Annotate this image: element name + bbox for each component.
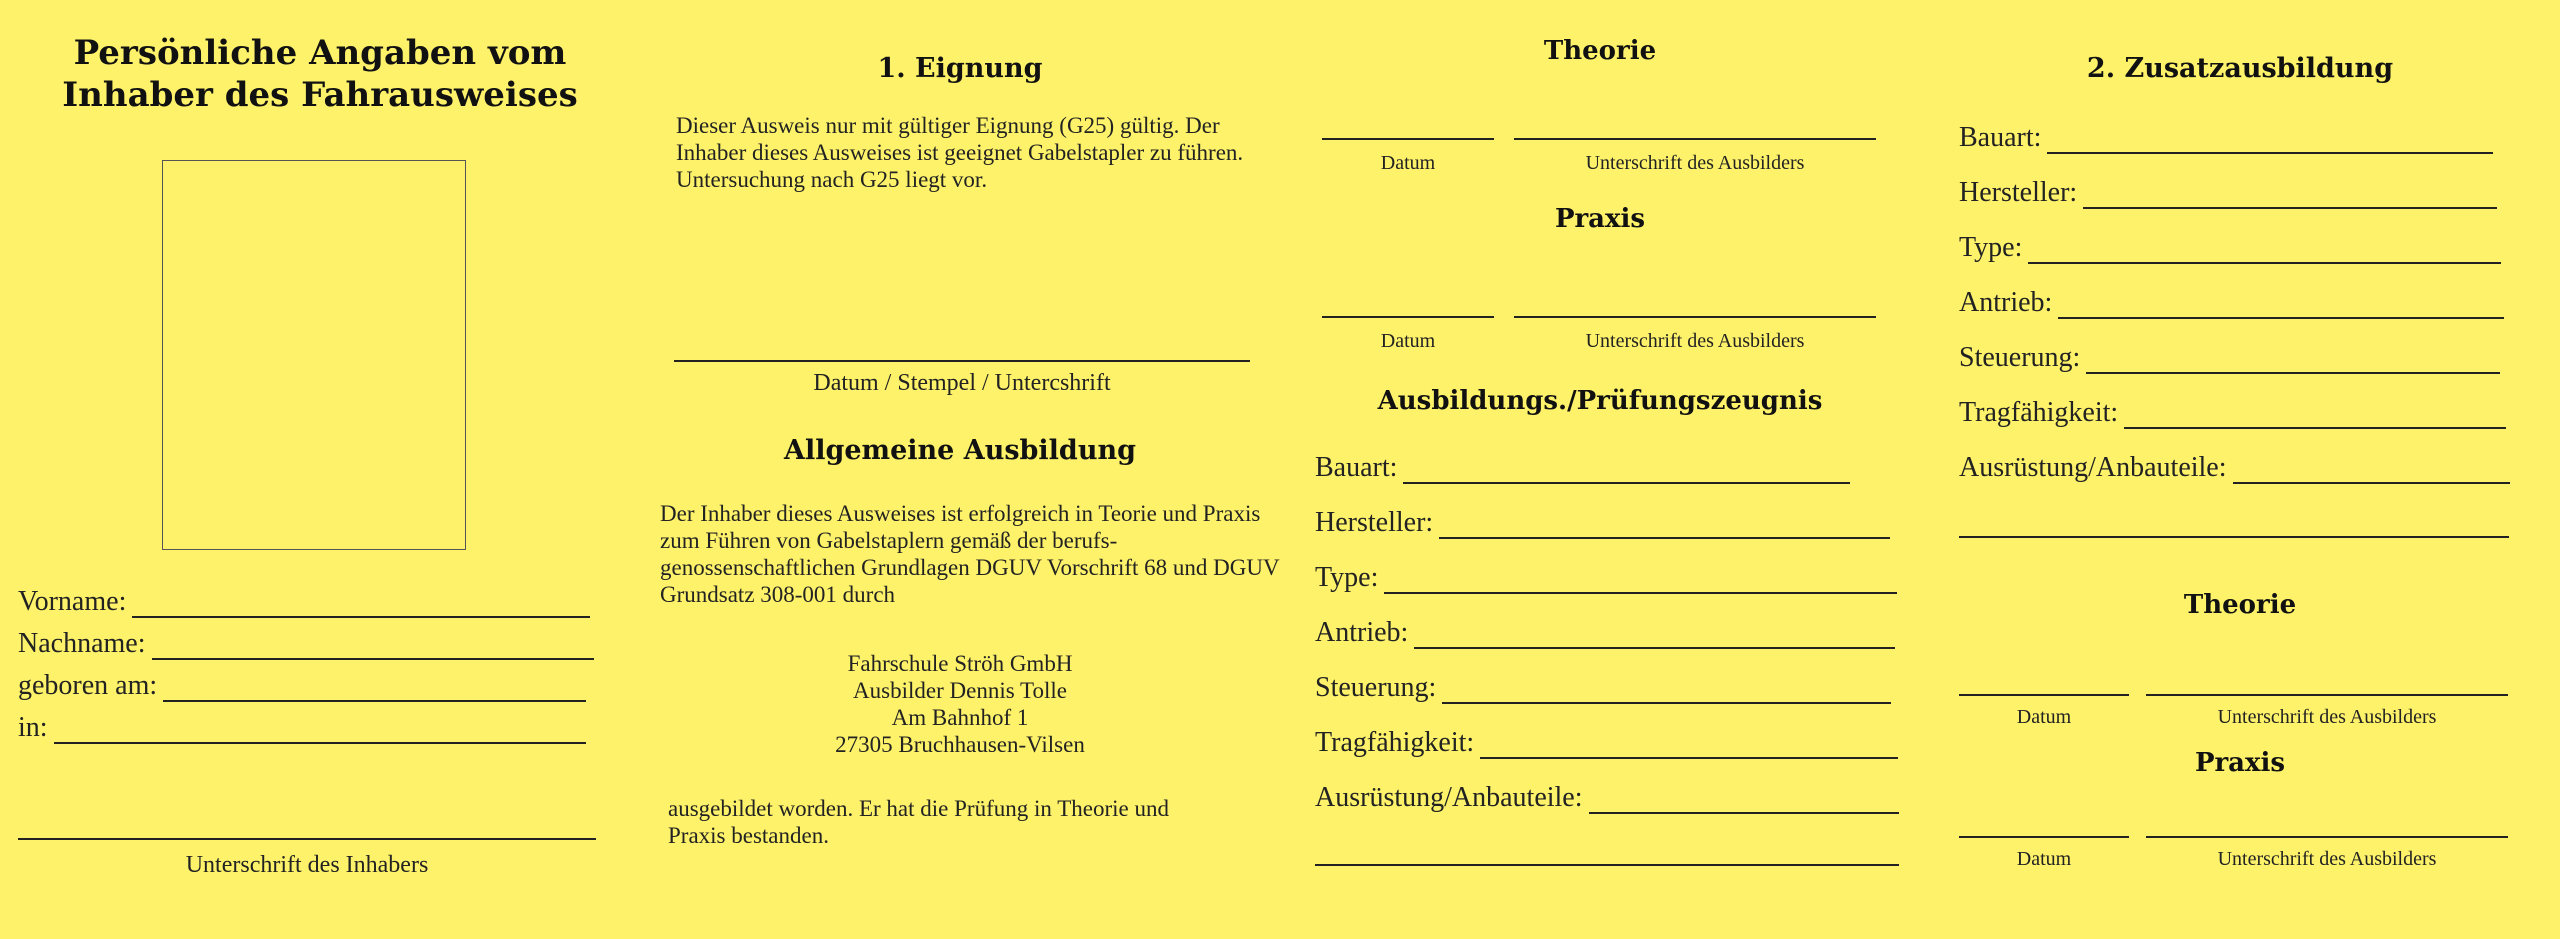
p4-theorie-date-line[interactable] xyxy=(1959,694,2129,696)
p4-praxis-date-line[interactable] xyxy=(1959,836,2129,838)
p3-steuerung-field[interactable] xyxy=(1315,672,1891,704)
praxis-signature-caption: Unterschrift des Ausbilders xyxy=(1585,330,1805,352)
p4-praxis-signature-line[interactable] xyxy=(2146,836,2508,838)
p4-theorie-date-caption: Datum xyxy=(2016,706,2072,728)
p4-antrieb-field[interactable] xyxy=(1959,287,2504,319)
theorie-signature-line[interactable] xyxy=(1514,138,1876,140)
closing-text: ausgebildet worden. Er hat die Prüfung in Theorie und Praxis bestanden. xyxy=(668,796,1169,848)
geburtsort-label: in: xyxy=(18,712,48,743)
theorie-date-caption: Datum xyxy=(1380,152,1436,174)
vorname-label: Vorname: xyxy=(18,586,127,617)
p4-hersteller-label: Hersteller: xyxy=(1959,177,2078,208)
school-city: 27305 Bruchhausen-Vilsen xyxy=(835,732,1085,757)
nachname-line xyxy=(152,636,595,660)
p3-tragfaehigkeit-field[interactable] xyxy=(1315,727,1898,759)
panel-pruefungszeugnis xyxy=(1280,0,1920,939)
zeugnis-title: Ausbildungs./Prüfungszeugnis xyxy=(1377,386,1823,416)
panel-personal-data xyxy=(0,0,640,939)
vorname-line xyxy=(132,594,590,618)
praxis-date-line[interactable] xyxy=(1322,316,1494,318)
p4-bauart-label: Bauart: xyxy=(1959,122,2042,153)
p4-praxis-title: Praxis xyxy=(2194,748,2286,778)
p4-bauart-line xyxy=(2047,130,2493,154)
p3-extra-line[interactable] xyxy=(1315,864,1899,866)
p3-antrieb-line xyxy=(1414,625,1895,649)
p3-ausruestung-field[interactable] xyxy=(1315,782,1899,814)
geboren-am-label: geboren am: xyxy=(18,670,158,701)
panel-eignung-ausbildung xyxy=(640,0,1280,939)
p3-ausruestung-label: Ausrüstung/Anbauteile: xyxy=(1315,782,1583,813)
p4-type-line xyxy=(2028,240,2501,264)
p3-antrieb-label: Antrieb: xyxy=(1315,617,1409,648)
zusatz-title: 2. Zusatzausbildung xyxy=(2086,53,2394,84)
allgemeine-title: Allgemeine Ausbildung xyxy=(784,435,1136,466)
p3-antrieb-field[interactable] xyxy=(1315,617,1895,649)
p4-bauart-field[interactable] xyxy=(1959,122,2493,154)
nachname-label: Nachname: xyxy=(18,628,146,659)
p4-tragfaehigkeit-field[interactable] xyxy=(1959,397,2506,429)
p3-bauart-label: Bauart: xyxy=(1315,452,1398,483)
p4-theorie-signature-line[interactable] xyxy=(2146,694,2508,696)
p3-hersteller-line xyxy=(1439,515,1890,539)
panel-zusatzausbildung xyxy=(1920,0,2560,939)
p4-type-field[interactable] xyxy=(1959,232,2501,264)
praxis-date-caption: Datum xyxy=(1380,330,1436,352)
p4-ausruestung-label: Ausrüstung/Anbauteile: xyxy=(1959,452,2227,483)
p4-antrieb-line xyxy=(2058,295,2504,319)
p3-hersteller-label: Hersteller: xyxy=(1315,507,1434,538)
p3-tragfaehigkeit-label: Tragfähigkeit: xyxy=(1315,727,1475,758)
theorie-date-line[interactable] xyxy=(1322,138,1494,140)
nachname-field[interactable] xyxy=(18,628,594,660)
p4-hersteller-field[interactable] xyxy=(1959,177,2497,209)
p4-extra-line[interactable] xyxy=(1959,536,2509,538)
stamp-caption: Datum / Stempel / Untercshrift xyxy=(813,370,1111,396)
p3-tragfaehigkeit-line xyxy=(1480,735,1898,759)
school-address xyxy=(640,650,1280,758)
p4-hersteller-line xyxy=(2083,185,2497,209)
holder-signature-caption: Unterschrift des Inhabers xyxy=(185,852,429,878)
holder-signature-line[interactable] xyxy=(18,838,596,840)
p3-type-label: Type: xyxy=(1315,562,1379,593)
p4-theorie-signature-caption: Unterschrift des Ausbilders xyxy=(2217,706,2437,728)
p4-tragfaehigkeit-line xyxy=(2124,405,2506,429)
praxis-title: Praxis xyxy=(1554,204,1646,234)
geburtsort-field[interactable] xyxy=(18,712,586,744)
p3-ausruestung-line xyxy=(1589,790,1899,814)
eignung-title: 1. Eignung xyxy=(877,53,1043,84)
stamp-signature-line[interactable] xyxy=(674,360,1250,362)
p4-praxis-signature-caption: Unterschrift des Ausbilders xyxy=(2217,848,2437,870)
p3-type-line xyxy=(1384,570,1897,594)
p3-hersteller-field[interactable] xyxy=(1315,507,1890,539)
vorname-field[interactable] xyxy=(18,586,590,618)
p4-steuerung-label: Steuerung: xyxy=(1959,342,2081,373)
personal-data-title: Persönliche Angaben vom Inhaber des Fahrausweises xyxy=(62,33,578,115)
p4-steuerung-field[interactable] xyxy=(1959,342,2500,374)
p4-type-label: Type: xyxy=(1959,232,2023,263)
p3-steuerung-line xyxy=(1442,680,1891,704)
theorie-title: Theorie xyxy=(1543,36,1657,66)
school-name: Fahrschule Ströh GmbH xyxy=(847,651,1073,676)
school-instructor: Ausbilder Dennis Tolle xyxy=(853,678,1067,703)
geburtsort-line xyxy=(54,720,586,744)
p3-bauart-field[interactable] xyxy=(1315,452,1850,484)
p4-praxis-date-caption: Datum xyxy=(2016,848,2072,870)
p3-type-field[interactable] xyxy=(1315,562,1897,594)
allgemeine-text: Der Inhaber dieses Ausweises ist erfolgreich in Teorie und Praxis zum Führen von Gabelstaplern gemäß der berufs-genossenschaftlichen Grundlagen DGUV Vorschrift 68 und DGUV Grundsatz 308-001 durch xyxy=(660,501,1280,607)
geboren-am-field[interactable] xyxy=(18,670,586,702)
p4-ausruestung-field[interactable] xyxy=(1959,452,2510,484)
p3-bauart-line xyxy=(1403,460,1850,484)
p4-ausruestung-line xyxy=(2233,460,2510,484)
p4-tragfaehigkeit-label: Tragfähigkeit: xyxy=(1959,397,2119,428)
praxis-signature-line[interactable] xyxy=(1514,316,1876,318)
photo-box xyxy=(162,160,466,550)
geboren-am-line xyxy=(163,678,586,702)
p4-steuerung-line xyxy=(2086,350,2500,374)
theorie-signature-caption: Unterschrift des Ausbilders xyxy=(1585,152,1805,174)
eignung-text: Dieser Ausweis nur mit gültiger Eignung (G25) gültig. Der Inhaber dieses Ausweises ist geeignet Gabelstapler zu führen. Untersuchung nach G25 liegt vor. xyxy=(676,113,1244,192)
p4-antrieb-label: Antrieb: xyxy=(1959,287,2053,318)
school-street: Am Bahnhof 1 xyxy=(891,705,1029,730)
p3-steuerung-label: Steuerung: xyxy=(1315,672,1437,703)
p4-theorie-title: Theorie xyxy=(2183,590,2297,620)
